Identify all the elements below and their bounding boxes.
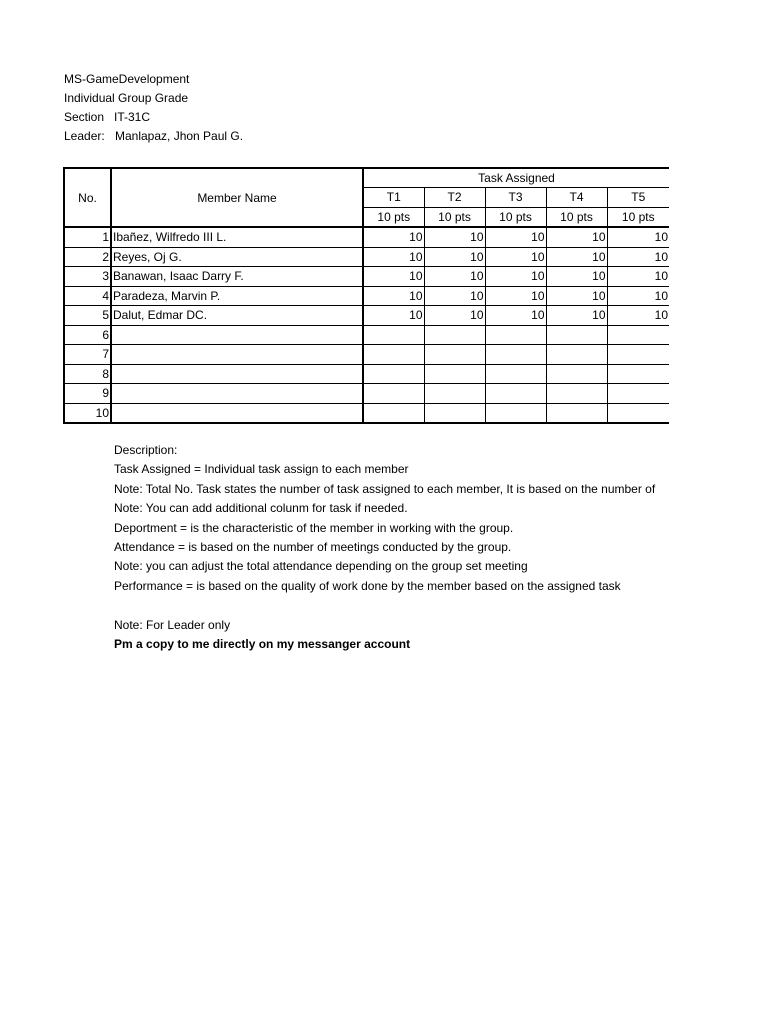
score-cell xyxy=(485,325,546,345)
score-cell: 10 xyxy=(363,306,424,326)
member-name-cell: Ibañez, Wilfredo III L. xyxy=(111,227,363,247)
score-cell xyxy=(424,364,485,384)
description-section xyxy=(114,441,655,654)
score-cell xyxy=(485,345,546,365)
table-row xyxy=(64,286,669,306)
row-number: 2 xyxy=(64,247,111,267)
score-cell xyxy=(363,325,424,345)
score-cell: 10 xyxy=(546,306,607,326)
score-cell: 10 xyxy=(607,227,669,247)
member-name-cell xyxy=(111,364,363,384)
grade-table xyxy=(63,167,669,424)
score-cell: 10 xyxy=(546,286,607,306)
row-number: 10 xyxy=(64,403,111,423)
score-cell: 10 xyxy=(607,267,669,287)
score-cell xyxy=(607,364,669,384)
column-header-member-name: Member Name xyxy=(111,168,363,227)
task-header-3: T3 xyxy=(485,188,546,208)
score-cell: 10 xyxy=(363,247,424,267)
course-name: MS-GameDevelopment xyxy=(64,72,190,86)
score-cell: 10 xyxy=(424,227,485,247)
score-cell xyxy=(607,345,669,365)
task-assigned-header: Task Assigned xyxy=(363,168,669,188)
score-cell xyxy=(546,364,607,384)
score-cell: 10 xyxy=(546,267,607,287)
score-cell: 10 xyxy=(485,247,546,267)
table-row xyxy=(64,403,669,423)
score-cell: 10 xyxy=(424,247,485,267)
score-cell: 10 xyxy=(607,247,669,267)
score-cell xyxy=(363,384,424,404)
table-row xyxy=(64,325,669,345)
task-header-5: T5 xyxy=(607,188,669,208)
instruction-note: Pm a copy to me directly on my messanger account xyxy=(114,637,411,652)
score-cell: 10 xyxy=(485,267,546,287)
score-cell xyxy=(424,345,485,365)
row-number: 9 xyxy=(64,384,111,404)
description-heading: Description: xyxy=(114,443,178,457)
score-cell: 10 xyxy=(363,227,424,247)
member-name-cell xyxy=(111,384,363,404)
table-row xyxy=(64,306,669,326)
score-cell xyxy=(424,384,485,404)
member-name-cell xyxy=(111,345,363,365)
description-line: Deportment = is the characteristic of the member in working with the group. xyxy=(114,520,514,535)
score-cell: 10 xyxy=(607,306,669,326)
score-cell: 10 xyxy=(607,286,669,306)
score-cell xyxy=(546,325,607,345)
table-row xyxy=(64,267,669,287)
member-name-cell: Dalut, Edmar DC. xyxy=(111,306,363,326)
sheet-title: Individual Group Grade xyxy=(64,91,189,105)
section-value: IT-31C xyxy=(114,110,151,124)
score-cell xyxy=(485,403,546,423)
task-header-2: T2 xyxy=(424,188,485,208)
score-cell: 10 xyxy=(424,306,485,326)
table-row xyxy=(64,345,669,365)
row-number: 7 xyxy=(64,345,111,365)
score-cell xyxy=(607,403,669,423)
task-header-1: T1 xyxy=(363,188,424,208)
member-name-cell xyxy=(111,325,363,345)
task-points-5: 10 pts xyxy=(607,207,669,227)
section-line xyxy=(64,108,243,127)
score-cell: 10 xyxy=(363,267,424,287)
document-header xyxy=(64,70,243,146)
score-cell: 10 xyxy=(485,227,546,247)
row-number: 6 xyxy=(64,325,111,345)
score-cell: 10 xyxy=(485,286,546,306)
section-label: Section xyxy=(64,110,105,124)
leader-value: Manlapaz, Jhon Paul G. xyxy=(115,129,244,143)
score-cell xyxy=(424,403,485,423)
description-line: Note: You can add additional colunm for task if needed. xyxy=(114,501,408,516)
score-cell xyxy=(546,403,607,423)
task-points-2: 10 pts xyxy=(424,207,485,227)
score-cell xyxy=(485,384,546,404)
score-cell: 10 xyxy=(424,286,485,306)
row-number: 5 xyxy=(64,306,111,326)
description-line: Note: Total No. Task states the number of task assigned to each member, It is based on the number of xyxy=(114,481,656,496)
description-line: Note: you can adjust the total attendance depending on the group set meeting xyxy=(114,559,528,574)
member-name-cell xyxy=(111,403,363,423)
row-number: 3 xyxy=(64,267,111,287)
score-cell: 10 xyxy=(424,267,485,287)
leader-note: Note: For Leader only xyxy=(114,617,231,632)
member-name-cell: Banawan, Isaac Darry F. xyxy=(111,267,363,287)
leader-label: Leader: xyxy=(64,129,105,143)
row-number: 8 xyxy=(64,364,111,384)
row-number: 1 xyxy=(64,227,111,247)
description-line: Performance = is based on the quality of work done by the member based on the assigned task xyxy=(114,578,621,593)
column-header-no: No. xyxy=(64,168,111,227)
score-cell xyxy=(607,384,669,404)
score-cell xyxy=(363,403,424,423)
score-cell xyxy=(607,325,669,345)
member-name-cell: Reyes, Oj G. xyxy=(111,247,363,267)
row-number: 4 xyxy=(64,286,111,306)
score-cell xyxy=(363,345,424,365)
description-line: Task Assigned = Individual task assign to each member xyxy=(114,462,409,477)
task-points-4: 10 pts xyxy=(546,207,607,227)
task-header-4: T4 xyxy=(546,188,607,208)
score-cell: 10 xyxy=(546,227,607,247)
table-row xyxy=(64,384,669,404)
score-cell xyxy=(546,345,607,365)
score-cell xyxy=(485,364,546,384)
score-cell: 10 xyxy=(485,306,546,326)
description-line: Attendance = is based on the number of meetings conducted by the group. xyxy=(114,540,512,555)
table-row xyxy=(64,227,669,247)
score-cell xyxy=(424,325,485,345)
task-points-1: 10 pts xyxy=(363,207,424,227)
member-name-cell: Paradeza, Marvin P. xyxy=(111,286,363,306)
score-cell: 10 xyxy=(363,286,424,306)
table-row xyxy=(64,364,669,384)
table-row xyxy=(64,247,669,267)
score-cell xyxy=(546,384,607,404)
leader-line xyxy=(64,127,243,146)
task-points-3: 10 pts xyxy=(485,207,546,227)
score-cell xyxy=(363,364,424,384)
score-cell: 10 xyxy=(546,247,607,267)
